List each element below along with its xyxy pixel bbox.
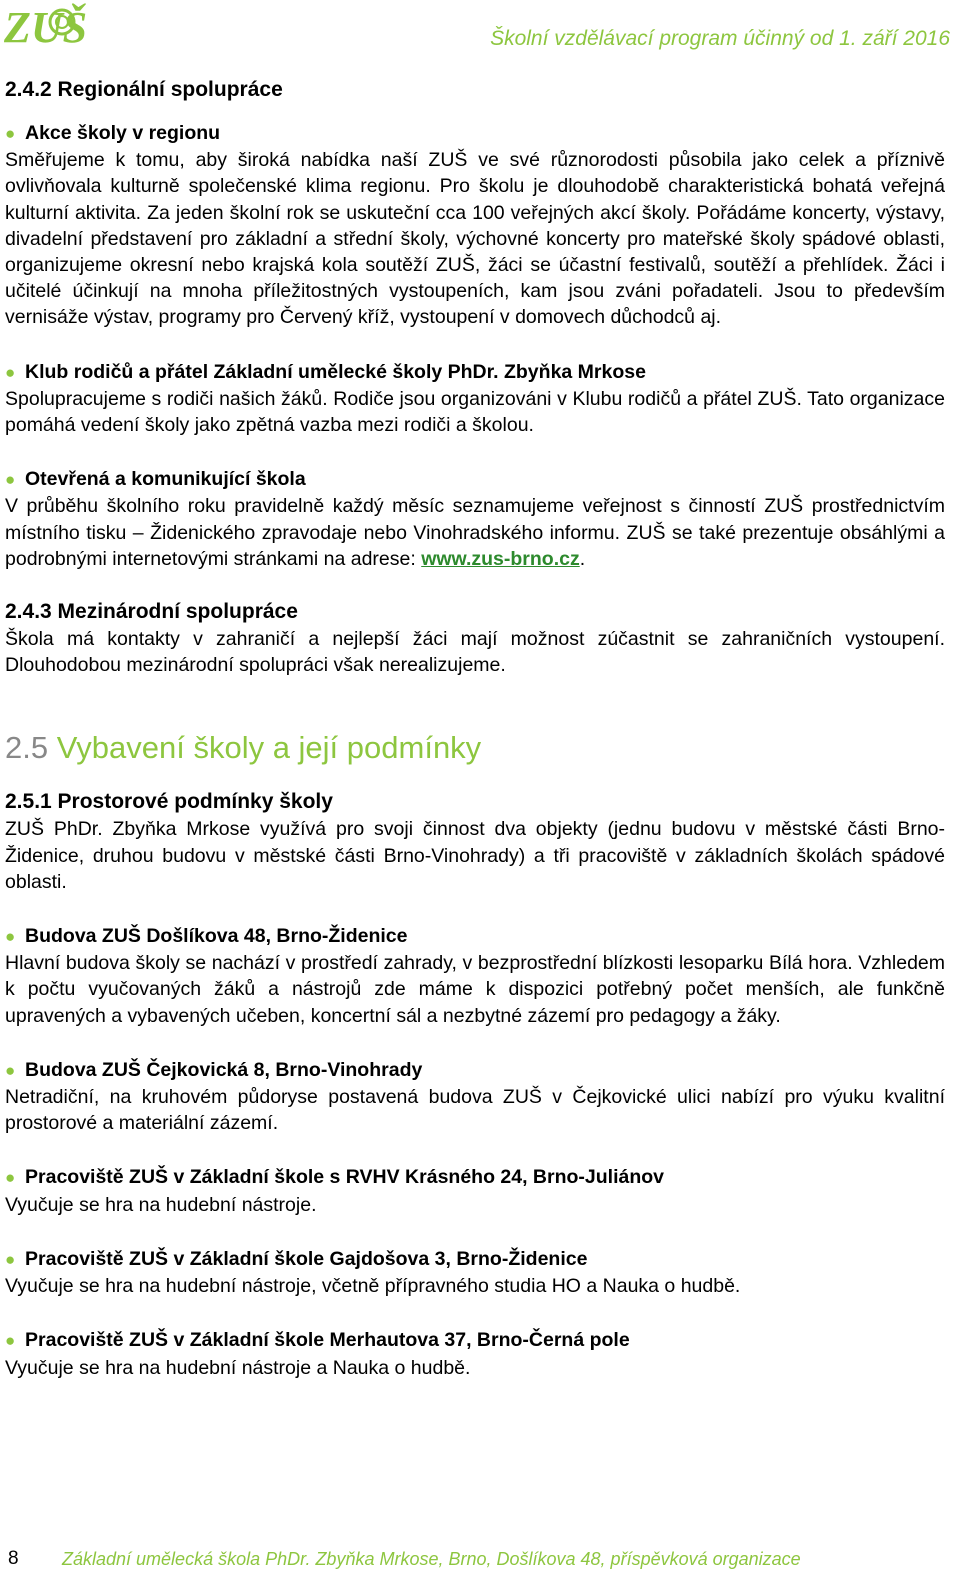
list-item (5, 1164, 945, 1217)
page-number: 8 (8, 1548, 19, 1569)
klub-text: Spolupracujeme s rodiči našich žáků. Rodiče jsou organizováni v Klubu rodičů a přátel ZUŠ. Tato organizace pomáhá vedení školy jako zpětná vazba mezi rodiči a školou. (5, 387, 945, 437)
heading-2-4-3: 2.4.3 Mezinárodní spolupráce (5, 600, 298, 624)
heading-2-5-1: 2.5.1 Prostorové podmínky školy (5, 790, 333, 814)
building-title (5, 1327, 945, 1354)
building-text: Vyučuje se hra na hudební nástroje. (5, 1193, 317, 1216)
header-title: Školní vzdělávací program účinný od 1. září 2016 (490, 27, 950, 50)
akce-title: Akce školy v regionu (25, 122, 221, 144)
building-title-text: Pracoviště ZUŠ v Základní škole Gajdošova 3, Brno-Židenice (25, 1247, 588, 1270)
website-link[interactable]: www.zus-brno.cz (421, 547, 580, 570)
buildings-list (5, 923, 945, 1381)
bullet-dot-icon: ● (5, 362, 16, 382)
page-footer (0, 1544, 960, 1584)
bullet-dot-icon: ● (5, 124, 16, 143)
building-title-text: Budova ZUŠ Došlíkova 48, Brno-Židenice (25, 925, 408, 948)
page-header (0, 0, 960, 60)
building-text: Vyučuje se hra na hudební nástroje, včetně přípravného studia HO a Nauka o hudbě. (5, 1275, 741, 1298)
heading-2-5-title: Vybavení školy a její podmínky (56, 730, 482, 766)
building-title-text: Pracoviště ZUŠ v Základní škole s RVHV Krásného 24, Brno-Juliánov (25, 1166, 665, 1189)
building-title (5, 1164, 945, 1191)
bullet-title-klub (5, 359, 945, 386)
otevrena-title: Otevřená a komunikující škola (25, 468, 306, 491)
otevrena-text: V průběhu školního roku pravidelně každý měsíc seznamujeme veřejnost s činností ZUŠ prostřednictvím místního tisku – Židenického zpravodaje nebo Vinohradského informu. ZUŠ se také prezentuje obsáhlými a podrobnými internetovými stránkami na adrese: (5, 495, 945, 570)
building-title-text: Pracoviště ZUŠ v Základní škole Merhautova 37, Brno-Černá pole (25, 1329, 630, 1352)
heading-2-5 (5, 730, 945, 766)
bullet-title-otevrena (5, 466, 945, 493)
building-text: Netradiční, na kruhovém půdoryse postavená budova ZUŠ v Čejkovické ulici nabízí pro výuku kvalitní prostorové a materiální zázemí. (5, 1086, 945, 1135)
bullet-dot-icon: ● (5, 1168, 16, 1188)
svg-text:ZUŠ: ZUŠ (4, 3, 88, 50)
building-text: Vyučuje se hra na hudební nástroje a Nauka o hudbě. (5, 1356, 471, 1379)
list-item (5, 1246, 945, 1299)
bullet-dot-icon: ● (5, 1331, 16, 1351)
bullet-title-akce (5, 120, 945, 147)
heading-2-5-number: 2.5 (5, 730, 49, 766)
main-content (5, 76, 945, 1381)
bullet-dot-icon: ● (5, 1060, 16, 1080)
building-title (5, 923, 945, 950)
bullet-dot-icon: ● (5, 927, 16, 947)
building-title (5, 1246, 945, 1273)
bullet-dot-icon: ● (5, 1249, 16, 1269)
building-text: Hlavní budova školy se nachází v prostředí zahrady, v bezprostřední blízkosti lesoparku Bílá hora. Vzhledem k počtu vyučovaných žáků a nástrojů zde máme k dispozici potřebný počet menších, ale funkčně upravených a vybavených učeben, koncertní sál a nezbytné zázemí pro pedagogy a žáky. (5, 952, 945, 1027)
zus-logo (4, 2, 100, 50)
otevrena-text-end: . (579, 547, 586, 570)
footer-text: Základní umělecká škola PhDr. Zbyňka Mrkose, Brno, Došlíkova 48, příspěvková organizace (62, 1549, 801, 1569)
mezinarodni-text: Škola má kontakty v zahraničí a nejlepší žáci mají možnost zúčastnit se zahraničních vystoupení. Dlouhodobou mezinárodní spolupráci však nerealizujeme. (5, 628, 945, 677)
prostorove-text: ZUŠ PhDr. Zbyňka Mrkose využívá pro svoji činnost dva objekty (jednu budovu v městské části Brno-Židenice, druhou budovu v městské části Brno-Vinohrady) a tři pracoviště v základních školách spádové oblasti. (5, 818, 945, 893)
list-item (5, 1057, 945, 1137)
list-item (5, 1327, 945, 1380)
klub-title: Klub rodičů a přátel Základní umělecké školy PhDr. Zbyňka Mrkose (25, 360, 646, 383)
list-item (5, 923, 945, 1029)
otevrena-paragraph (5, 493, 945, 572)
heading-2-4-2: 2.4.2 Regionální spolupráce (5, 78, 283, 101)
bullet-dot-icon: ● (5, 470, 16, 490)
akce-text: Směřujeme k tomu, aby široká nabídka naší ZUŠ ve své různorodosti působila jako celek a příznivě ovlivňovala kulturně společenské klima regionu. Pro školu je dlouhodobě charakteristická bohatá veřejná kulturní aktivita. Za jeden školní rok se uskuteční cca 100 veřejných akcí školy. Pořádáme koncerty, výstavy, divadelní představení pro základní a střední školy, výchovné koncerty pro mateřské školy spádové oblasti, organizujeme okresní nebo krajská kola soutěží ZUŠ, žáci se účastní festivalů, soutěží a přehlídek. Žáci i učitelé účinkují na mnoha příležitostných vystoupeních, kam jsou zváni pořadateli. Jsou to především vernisáže výstav, programy pro Červený kříž, vystoupení v domovech důchodců aj. (5, 149, 945, 329)
building-title-text: Budova ZUŠ Čejkovická 8, Brno-Vinohrady (25, 1058, 423, 1081)
building-title (5, 1057, 945, 1084)
